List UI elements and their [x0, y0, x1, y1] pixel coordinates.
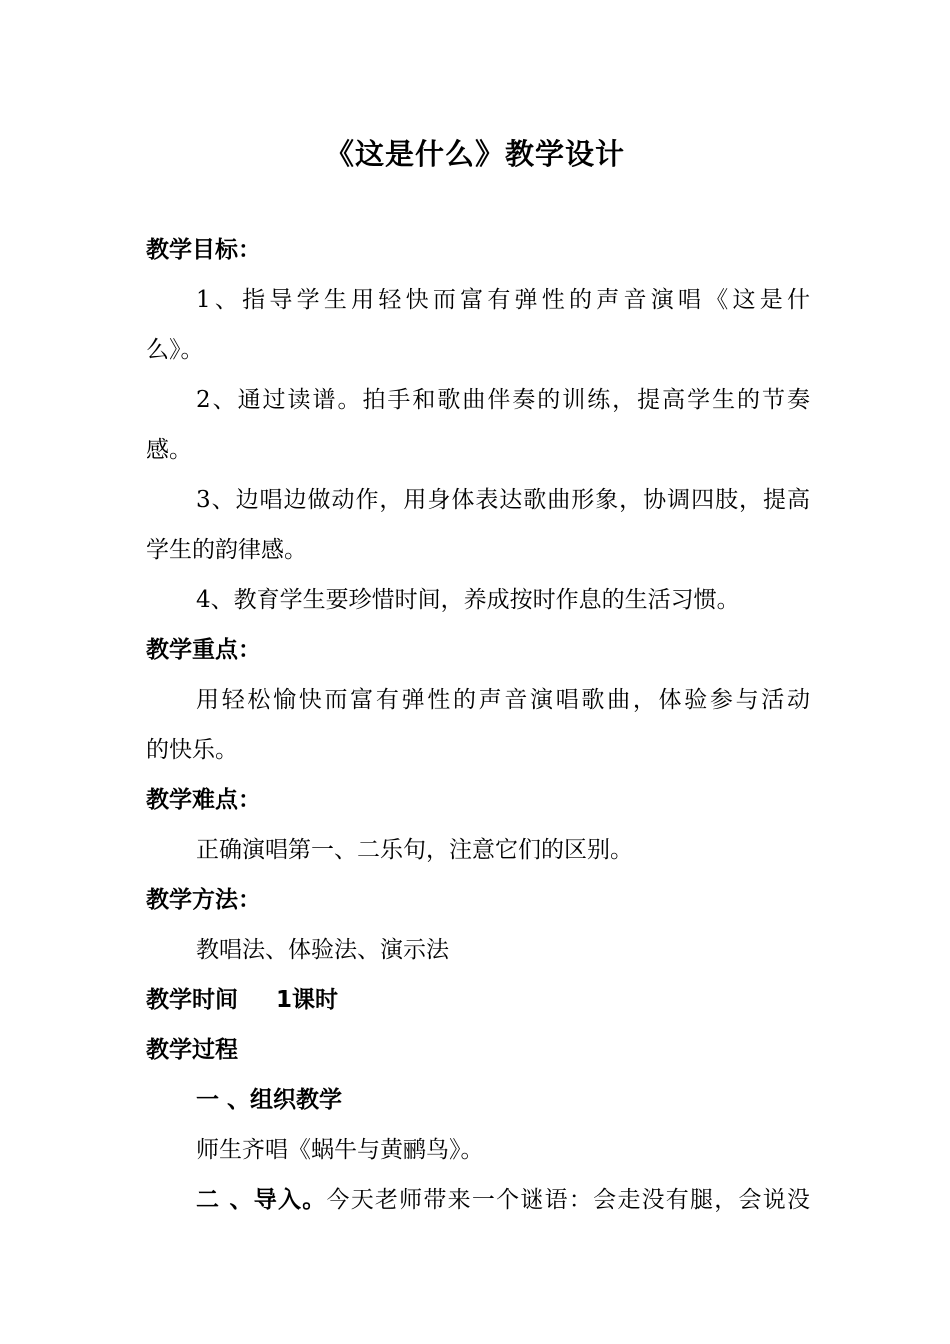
document-title: 《这是什么》教学设计: [324, 137, 625, 171]
objective-4-line1: 4、教育学生要珍惜时间，养成按时作息的生活习惯。: [196, 587, 740, 613]
objective-2-line1: 2、通过读谱。拍手和歌曲伴奏的训练，提高学生的节奏: [196, 387, 810, 413]
objective-1-line1: 1、指导学生用轻快而富有弹性的声音演唱《这是什: [196, 287, 810, 313]
step2-line: [196, 1185, 810, 1215]
step1-text: 师生齐唱《蜗牛与黄鹂鸟》。: [196, 1137, 484, 1163]
time-row: [146, 985, 810, 1015]
objectives-heading: 教学目标：: [146, 237, 261, 263]
key-points-line1: 用轻松愉快而富有弹性的声音演唱歌曲，体验参与活动: [196, 687, 810, 713]
step1-heading: 一 、组织教学: [196, 1087, 343, 1113]
process-heading: 教学过程: [146, 1037, 238, 1063]
key-points-heading: 教学重点：: [146, 637, 261, 663]
step2-heading: 二 、导入。: [196, 1187, 327, 1213]
objective-3-line2: 学生的韵律感。: [146, 537, 307, 563]
methods-text: 教唱法、体验法、演示法: [196, 937, 449, 963]
methods-heading: 教学方法：: [146, 887, 261, 913]
step2-text: 今天老师带来一个谜语：会走没有腿，会说没: [326, 1187, 811, 1213]
time-label: 教学时间: [146, 987, 238, 1013]
objective-1-line2: 么》。: [146, 337, 204, 363]
time-value: 1课时: [276, 987, 339, 1013]
objective-3-line1: 3、边唱边做动作，用身体表达歌曲形象，协调四肢，提高: [196, 487, 810, 513]
objective-2-line2: 感。: [146, 437, 192, 463]
key-points-line2: 的快乐。: [146, 737, 238, 763]
difficulties-text: 正确演唱第一、二乐句，注意它们的区别。: [196, 837, 633, 863]
difficulties-heading: 教学难点：: [146, 787, 261, 813]
